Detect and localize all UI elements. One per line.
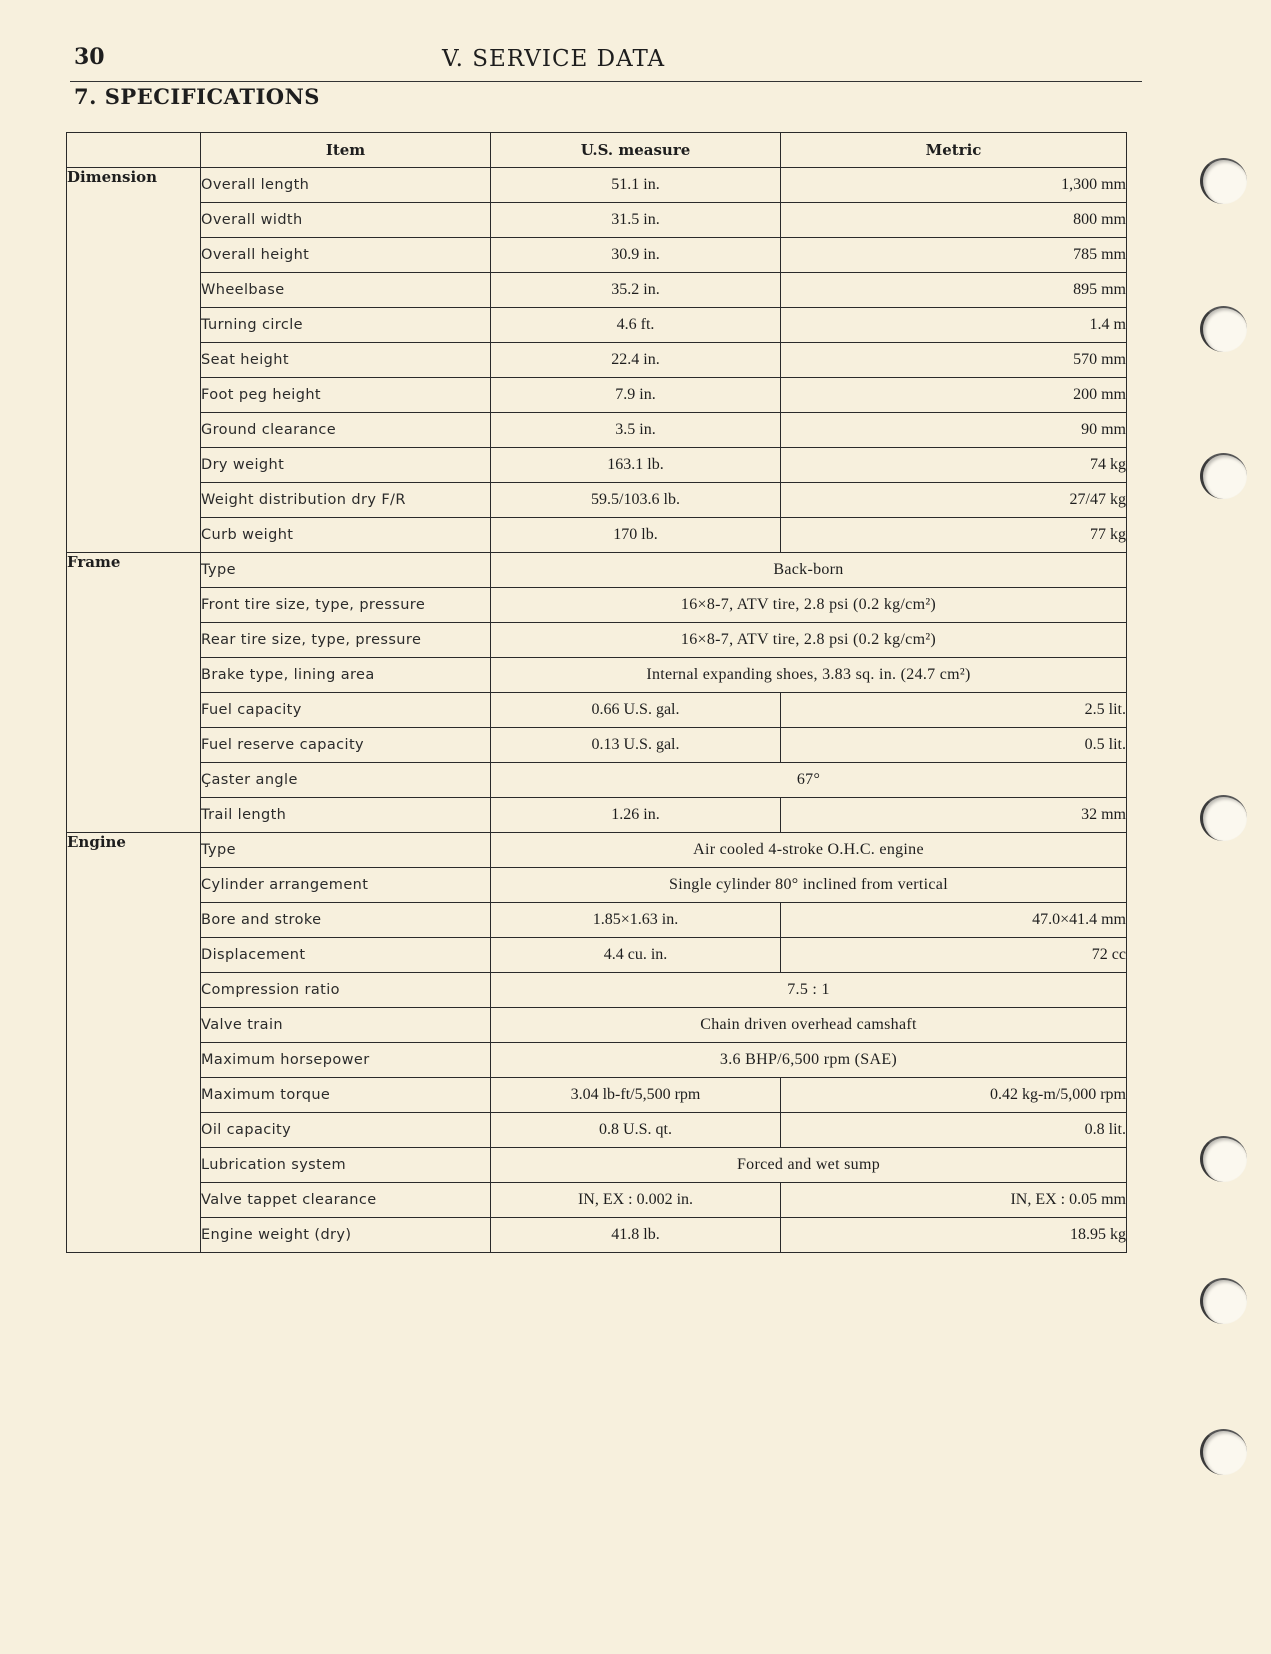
- spec-us-value: 0.8 U.S. qt.: [491, 1113, 781, 1148]
- spec-us-value: 51.1 in.: [491, 168, 781, 203]
- spec-us-value: 30.9 in.: [491, 238, 781, 273]
- binder-hole: [1200, 795, 1247, 841]
- spec-item: Valve train: [201, 1008, 491, 1043]
- binder-hole: [1200, 453, 1247, 499]
- spec-metric-value: 785 mm: [781, 238, 1127, 273]
- table-row: [67, 238, 1127, 273]
- spec-us-value: IN, EX : 0.002 in.: [491, 1183, 781, 1218]
- spec-item: Turning circle: [201, 308, 491, 343]
- table-row: [67, 693, 1127, 728]
- table-row: [67, 1043, 1127, 1078]
- table-row: [67, 798, 1127, 833]
- table-header-row: [67, 133, 1127, 168]
- spec-item: Valve tappet clearance: [201, 1183, 491, 1218]
- spec-item: Overall length: [201, 168, 491, 203]
- spec-item: Fuel reserve capacity: [201, 728, 491, 763]
- binder-hole: [1200, 1136, 1247, 1182]
- spec-us-value: 4.6 ft.: [491, 308, 781, 343]
- column-header-group: [67, 133, 201, 168]
- spec-value: Forced and wet sump: [491, 1148, 1127, 1183]
- spec-us-value: 7.9 in.: [491, 378, 781, 413]
- spec-metric-value: 1,300 mm: [781, 168, 1127, 203]
- table-row: [67, 518, 1127, 553]
- specifications-body: [67, 168, 1127, 1253]
- spec-item: Type: [201, 553, 491, 588]
- spec-us-value: 22.4 in.: [491, 343, 781, 378]
- spec-item: Curb weight: [201, 518, 491, 553]
- spec-value: 16×8-7, ATV tire, 2.8 psi (0.2 kg/cm²): [491, 588, 1127, 623]
- specifications-table: [66, 132, 1127, 1253]
- spec-metric-value: 1.4 m: [781, 308, 1127, 343]
- table-row: [67, 1218, 1127, 1253]
- table-row: [67, 378, 1127, 413]
- section-title: 7. SPECIFICATIONS: [74, 84, 320, 109]
- spec-us-value: 163.1 lb.: [491, 448, 781, 483]
- column-header-item: Item: [201, 133, 491, 168]
- table-row: [67, 168, 1127, 203]
- table-row: [67, 483, 1127, 518]
- table-row: [67, 448, 1127, 483]
- spec-item: Trail length: [201, 798, 491, 833]
- spec-us-value: 3.5 in.: [491, 413, 781, 448]
- spec-metric-value: 0.42 kg-m/5,000 rpm: [781, 1078, 1127, 1113]
- binder-hole: [1200, 1278, 1247, 1324]
- binder-hole: [1200, 306, 1247, 352]
- spec-item: Wheelbase: [201, 273, 491, 308]
- spec-metric-value: 90 mm: [781, 413, 1127, 448]
- page-number: 30: [74, 44, 105, 70]
- table-row: [67, 833, 1127, 868]
- table-row: [67, 553, 1127, 588]
- spec-metric-value: 0.8 lit.: [781, 1113, 1127, 1148]
- spec-item: Weight distribution dry F/R: [201, 483, 491, 518]
- table-row: [67, 413, 1127, 448]
- spec-us-value: 35.2 in.: [491, 273, 781, 308]
- spec-us-value: 59.5/103.6 lb.: [491, 483, 781, 518]
- spec-item: Brake type, lining area: [201, 658, 491, 693]
- spec-value: 16×8-7, ATV tire, 2.8 psi (0.2 kg/cm²): [491, 623, 1127, 658]
- spec-item: Compression ratio: [201, 973, 491, 1008]
- spec-us-value: 41.8 lb.: [491, 1218, 781, 1253]
- spec-item: Cylinder arrangement: [201, 868, 491, 903]
- spec-item: Fuel capacity: [201, 693, 491, 728]
- group-label: Frame: [67, 553, 201, 833]
- spec-metric-value: 47.0×41.4 mm: [781, 903, 1127, 938]
- table-row: [67, 1148, 1127, 1183]
- spec-item: Engine weight (dry): [201, 1218, 491, 1253]
- spec-metric-value: 32 mm: [781, 798, 1127, 833]
- table-row: [67, 203, 1127, 238]
- spec-item: Seat height: [201, 343, 491, 378]
- spec-metric-value: 27/47 kg: [781, 483, 1127, 518]
- spec-item: Maximum torque: [201, 1078, 491, 1113]
- spec-metric-value: 895 mm: [781, 273, 1127, 308]
- spec-us-value: 31.5 in.: [491, 203, 781, 238]
- spec-value: 7.5 : 1: [491, 973, 1127, 1008]
- spec-metric-value: 2.5 lit.: [781, 693, 1127, 728]
- column-header-us-measure: U.S. measure: [491, 133, 781, 168]
- spec-item: Maximum horsepower: [201, 1043, 491, 1078]
- table-row: [67, 728, 1127, 763]
- table-row: [67, 903, 1127, 938]
- spec-value: Internal expanding shoes, 3.83 sq. in. (24.7 cm²): [491, 658, 1127, 693]
- spec-value: Chain driven overhead camshaft: [491, 1008, 1127, 1043]
- column-header-metric: Metric: [781, 133, 1127, 168]
- table-row: [67, 763, 1127, 798]
- table-row: [67, 658, 1127, 693]
- spec-metric-value: 800 mm: [781, 203, 1127, 238]
- spec-item: Type: [201, 833, 491, 868]
- header-rule: [70, 81, 1142, 82]
- spec-item: Foot peg height: [201, 378, 491, 413]
- table-row: [67, 938, 1127, 973]
- spec-metric-value: 570 mm: [781, 343, 1127, 378]
- table-row: [67, 343, 1127, 378]
- group-label: Dimension: [67, 168, 201, 553]
- spec-metric-value: IN, EX : 0.05 mm: [781, 1183, 1127, 1218]
- spec-us-value: 170 lb.: [491, 518, 781, 553]
- spec-item: Oil capacity: [201, 1113, 491, 1148]
- spec-item: Dry weight: [201, 448, 491, 483]
- spec-metric-value: 77 kg: [781, 518, 1127, 553]
- table-row: [67, 1008, 1127, 1043]
- spec-metric-value: 0.5 lit.: [781, 728, 1127, 763]
- binder-hole: [1200, 158, 1247, 204]
- spec-item: Overall width: [201, 203, 491, 238]
- spec-value: 3.6 BHP/6,500 rpm (SAE): [491, 1043, 1127, 1078]
- spec-value: Back-born: [491, 553, 1127, 588]
- spec-value: Single cylinder 80° inclined from vertical: [491, 868, 1127, 903]
- table-row: [67, 588, 1127, 623]
- group-label: Engine: [67, 833, 201, 1253]
- table-row: [67, 1078, 1127, 1113]
- spec-item: Lubrication system: [201, 1148, 491, 1183]
- table-row: [67, 1183, 1127, 1218]
- table-row: [67, 273, 1127, 308]
- table-row: [67, 973, 1127, 1008]
- table-row: [67, 1113, 1127, 1148]
- table-row: [67, 623, 1127, 658]
- spec-value: Air cooled 4-stroke O.H.C. engine: [491, 833, 1127, 868]
- spec-us-value: 0.13 U.S. gal.: [491, 728, 781, 763]
- spec-item: Front tire size, type, pressure: [201, 588, 491, 623]
- spec-metric-value: 200 mm: [781, 378, 1127, 413]
- spec-us-value: 0.66 U.S. gal.: [491, 693, 781, 728]
- spec-value: 67°: [491, 763, 1127, 798]
- spec-item: Ground clearance: [201, 413, 491, 448]
- running-head: V. SERVICE DATA: [442, 46, 666, 72]
- spec-us-value: 1.26 in.: [491, 798, 781, 833]
- spec-item: Çaster angle: [201, 763, 491, 798]
- spec-metric-value: 74 kg: [781, 448, 1127, 483]
- spec-us-value: 3.04 lb-ft/5,500 rpm: [491, 1078, 781, 1113]
- spec-us-value: 1.85×1.63 in.: [491, 903, 781, 938]
- spec-item: Displacement: [201, 938, 491, 973]
- spec-item: Overall height: [201, 238, 491, 273]
- spec-metric-value: 72 cc: [781, 938, 1127, 973]
- spec-metric-value: 18.95 kg: [781, 1218, 1127, 1253]
- spec-us-value: 4.4 cu. in.: [491, 938, 781, 973]
- spec-item: Rear tire size, type, pressure: [201, 623, 491, 658]
- spec-item: Bore and stroke: [201, 903, 491, 938]
- table-row: [67, 868, 1127, 903]
- table-row: [67, 308, 1127, 343]
- binder-hole: [1200, 1429, 1247, 1475]
